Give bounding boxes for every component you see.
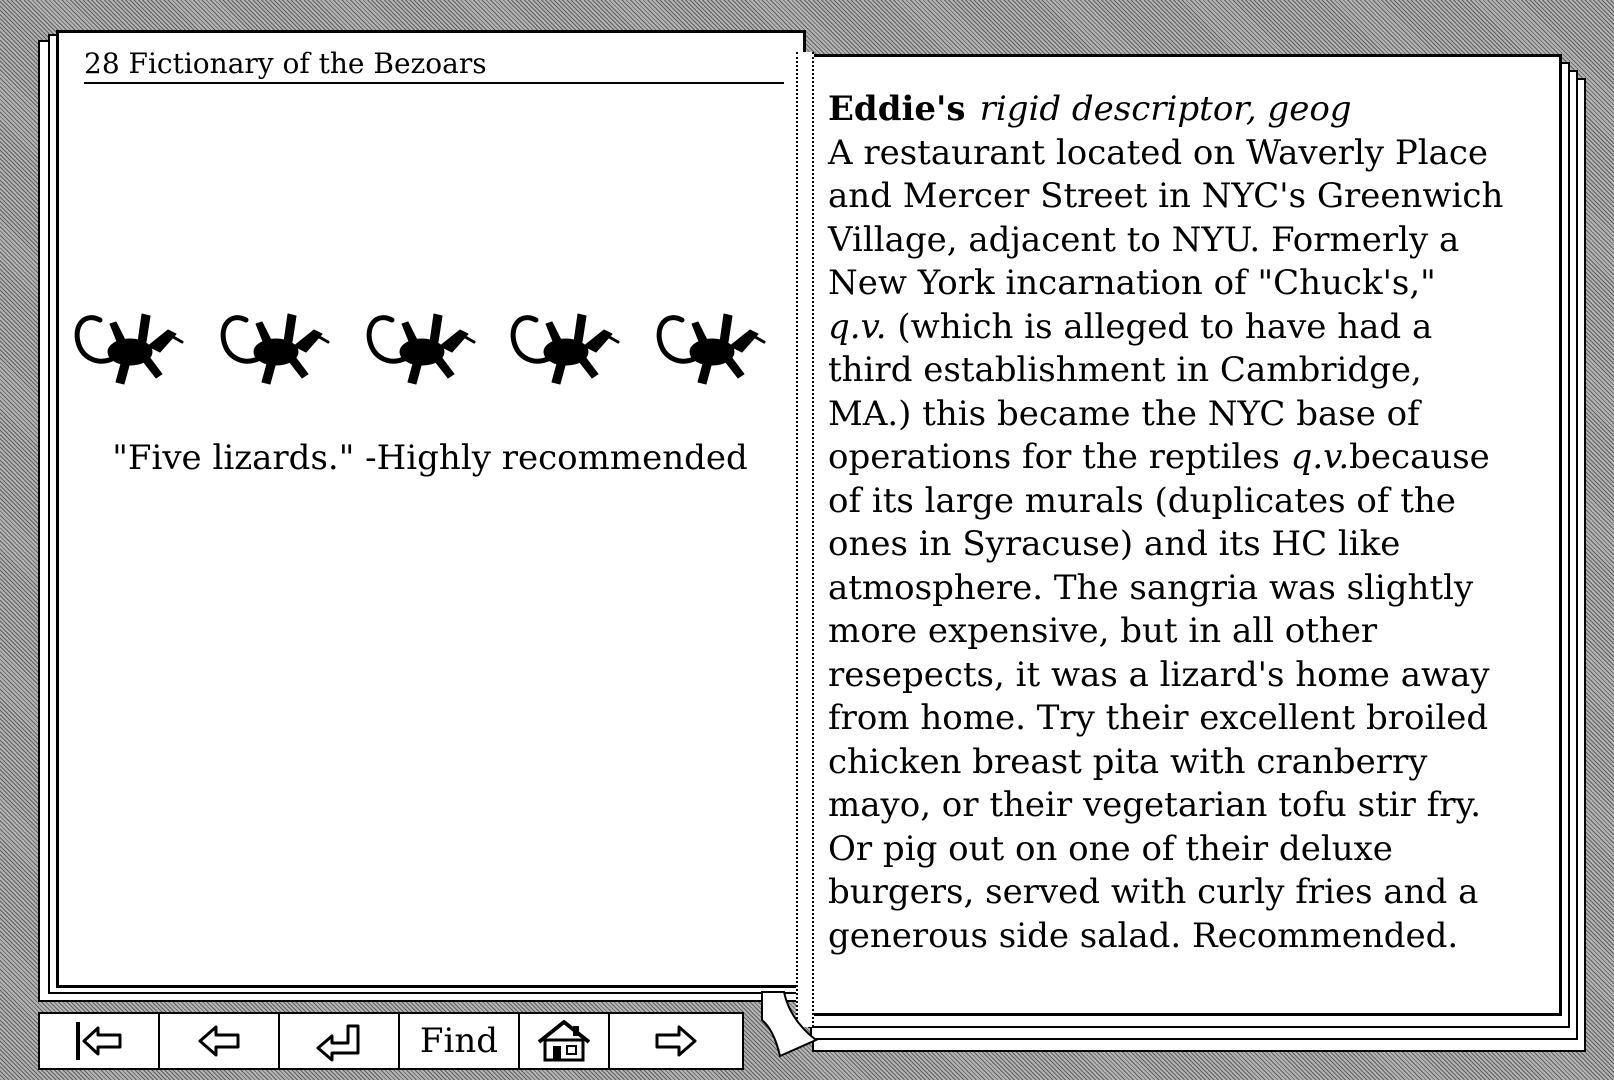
qv-link[interactable]: q.v. [828, 306, 887, 347]
entry-line: MA.) this became the NYC base of [828, 393, 1420, 434]
entry-line: A restaurant located on Waverly Place [828, 132, 1489, 173]
entry-line: from home. Try their excellent broiled [828, 698, 1489, 738]
lizard-rating [70, 300, 790, 400]
first-page-icon [68, 1018, 130, 1064]
lizard-icon [216, 300, 336, 395]
entry-line: burgers, served with curly fries and a [828, 872, 1479, 912]
forward-arrow-icon [645, 1018, 707, 1064]
entry-line: resepects, it was a lizard's home away [828, 654, 1490, 695]
entry-line: and Mercer Street in NYC's Greenwich [828, 176, 1504, 216]
page-header: 28 Fictionary of the Bezoars [84, 46, 784, 84]
back-button[interactable] [160, 1014, 280, 1068]
entry-line: atmosphere. The sangria was slightly [828, 567, 1474, 608]
entry-line: more expensive, but in all other [828, 611, 1378, 651]
entry-text: (which is alleged to have had a [886, 306, 1433, 347]
find-button[interactable] [400, 1014, 520, 1068]
next-button[interactable] [610, 1014, 742, 1068]
headword: Eddie's [828, 89, 966, 129]
entry-text: operations for the reptiles [828, 437, 1291, 477]
back-arrow-icon [188, 1018, 250, 1064]
lizard-icon [362, 300, 482, 395]
entry-line: New York incarnation of "Chuck's," [828, 263, 1436, 303]
entry-line [828, 436, 1558, 480]
entry-line: Village, adjacent to NYU. Formerly a [828, 219, 1460, 260]
entry-text: because [1349, 437, 1490, 477]
part-of-speech: rigid descriptor, geog [979, 89, 1352, 129]
dictionary-entry [828, 88, 1558, 988]
home-button[interactable] [520, 1014, 610, 1068]
rating-caption: "Five lizards." -Highly recommended [112, 438, 748, 478]
lizard-icon [506, 300, 626, 395]
qv-link[interactable]: q.v. [1290, 437, 1350, 477]
entry-line: ones in Syracuse) and its HC like [828, 524, 1401, 564]
navigation-toolbar [38, 1012, 744, 1070]
lizard-icon [70, 300, 190, 395]
entry-line: of its large murals (duplicates of the [828, 480, 1456, 521]
entry-line: mayo, or their vegetarian tofu stir fry. [828, 785, 1482, 825]
left-page [56, 30, 806, 988]
entry-line: Or pig out on one of their deluxe [828, 828, 1393, 869]
find-label: Find [419, 1021, 499, 1061]
book-spine [796, 52, 814, 1027]
lizard-icon [652, 300, 772, 395]
entry-line: third establishment in Cambridge, [828, 350, 1422, 390]
home-icon [533, 1018, 595, 1064]
first-page-button[interactable] [40, 1014, 160, 1068]
entry-heading [828, 88, 1558, 132]
entry-line: generous side salad. Recommended. [828, 915, 1459, 956]
entry-line: chicken breast pita with cranberry [828, 741, 1428, 782]
return-button[interactable] [280, 1014, 400, 1068]
page-curl [760, 990, 820, 1060]
entry-line [828, 306, 1558, 350]
return-arrow-icon [308, 1018, 370, 1064]
